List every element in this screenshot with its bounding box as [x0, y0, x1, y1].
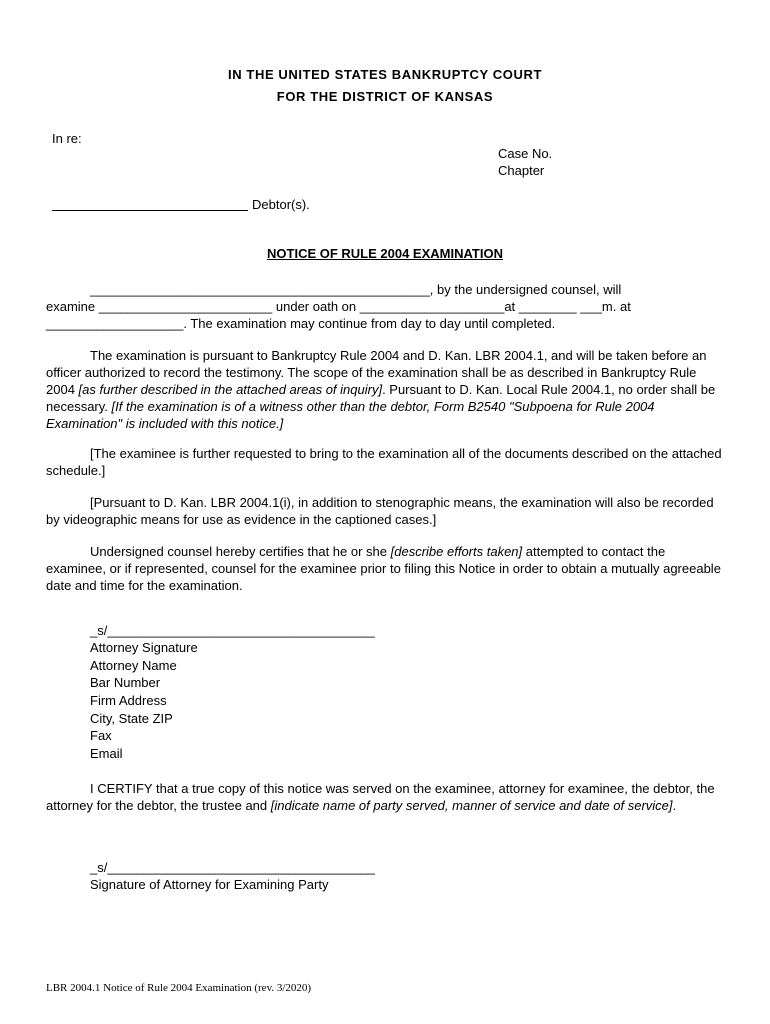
court-name: IN THE UNITED STATES BANKRUPTCY COURT [228, 67, 542, 82]
scope-text-2: . Pursuant to D. Kan. Local Rule 2004.1, no order shall be necessary. [46, 382, 716, 414]
debtor-name-line [52, 210, 248, 211]
documents-paragraph [46, 445, 726, 479]
email-label: Email [90, 746, 123, 761]
video-paragraph [46, 494, 726, 528]
court-district: FOR THE DISTRICT OF KANSAS [276, 89, 494, 104]
firm-address-label: Firm Address [90, 693, 167, 708]
scope-text-1: The examination is pursuant to Bankruptcy Rule 2004 and D. Kan. LBR 2004.1, and will be taken before an officer authorized to record the testimony. The scope of the examination shall be as described in Bankruptcy Rule 2004 [46, 348, 707, 397]
service-paragraph [46, 780, 726, 814]
service-italic: [indicate name of party served, manner of service and date of service] [270, 798, 673, 813]
intro-line-1: _______________________________________________, by the undersigned counsel, will [90, 282, 622, 297]
signature-line-2: _s/_____________________________________ [90, 860, 375, 875]
fax-label: Fax [90, 728, 112, 743]
certify-text-1: Undersigned counsel hereby certifies that he or she [90, 544, 391, 559]
attorney-signature-label: Attorney Signature [90, 640, 198, 655]
certify-paragraph [46, 543, 726, 594]
scope-italic-1: [as further described in the attached areas of inquiry] [78, 382, 383, 397]
debtors-label: Debtor(s). [252, 197, 310, 212]
in-re-label: In re: [52, 131, 82, 146]
form-footer: LBR 2004.1 Notice of Rule 2004 Examination (rev. 3/2020) [46, 982, 312, 994]
certify-italic: [describe efforts taken] [390, 544, 523, 559]
chapter-label: Chapter [498, 163, 545, 178]
service-text: I CERTIFY that a true copy of this notice was served on the examinee, attorney for examinee, the debtor, the attorney for the debtor, the trustee and [46, 781, 715, 813]
scope-paragraph [46, 347, 726, 432]
intro-line-3: ___________________. The examination may continue from day to day until completed. [46, 316, 556, 331]
city-state-zip-label: City, State ZIP [90, 711, 173, 726]
signature-line: _s/_____________________________________ [90, 623, 375, 638]
document-title: NOTICE OF RULE 2004 EXAMINATION [267, 246, 503, 261]
certify-text-2: attempted to contact the examinee, or if represented, counsel for the examinee prior to filing this Notice in order to obtain a mutually agreeable date and time for the examination. [46, 544, 721, 593]
video-text: [Pursuant to D. Kan. LBR 2004.1(i), in addition to stenographic means, the examination will also be recorded by videographic means for use as evidence in the captioned cases.] [46, 495, 714, 527]
service-end: . [672, 798, 677, 813]
scope-italic-2: [If the examination is of a witness other than the debtor, Form B2540 "Subpoena for Rule 2004 Examination" is included with this notice.] [46, 399, 655, 431]
intro-line-2: examine ________________________ under oath on ____________________at ________ ___m. at [46, 299, 631, 314]
examining-attorney-signature-label: Signature of Attorney for Examining Party [90, 877, 329, 892]
bar-number-label: Bar Number [90, 675, 161, 690]
case-number-label: Case No. [498, 146, 553, 161]
documents-text: [The examinee is further requested to bring to the examination all of the documents described on the attached schedule.] [46, 446, 722, 478]
attorney-name-label: Attorney Name [90, 658, 177, 673]
